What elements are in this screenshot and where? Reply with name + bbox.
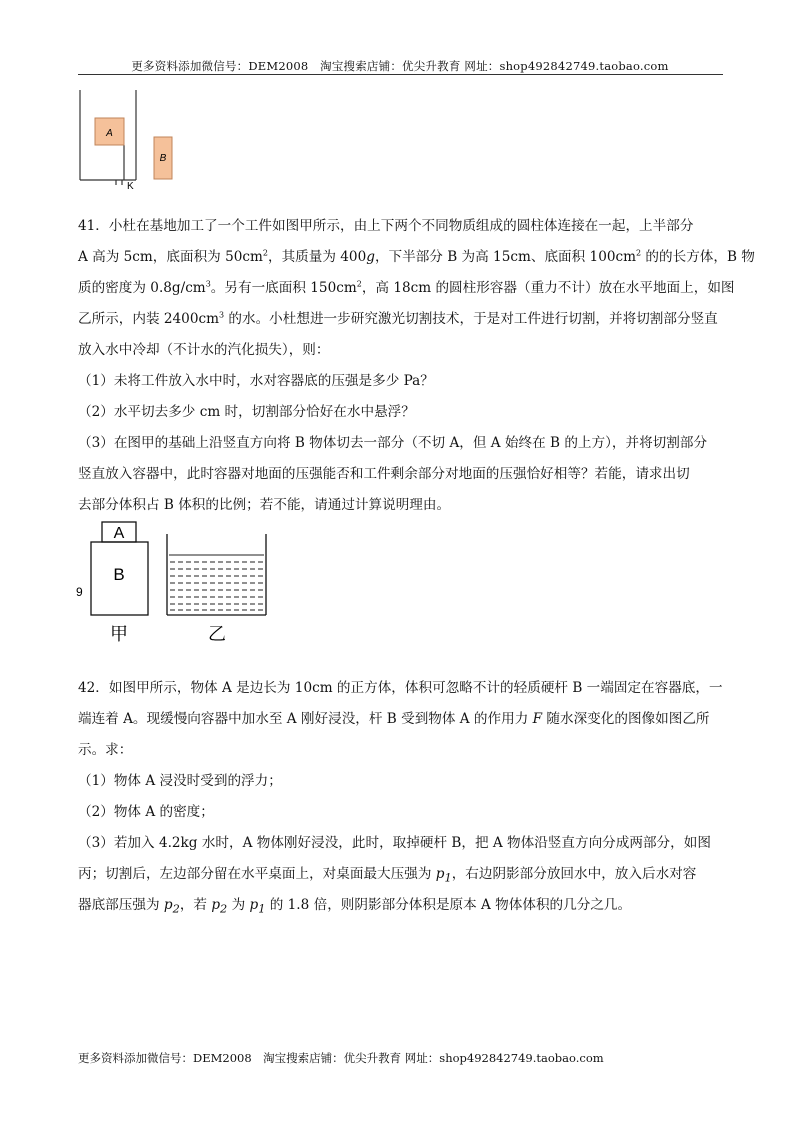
q41-figure xyxy=(72,518,302,648)
workpiece-part-b-label: B xyxy=(113,565,125,584)
q41-line-2: A 高为 5cm，底面积为 $50cm^2$，其质量为 400g，下半部分 B 为高 15cm、底面积 $100cm^2$ 的的长方体，B 物 xyxy=(78,248,755,265)
q42-line-3: 示。求： xyxy=(78,742,133,758)
block-a-label: A xyxy=(106,128,113,139)
q41-sub-3-line-1: （3）在图甲的基础上沿竖直方向将 B 物体切去一部分（不切 A，但 A 始终在 B 的上方），并将切割部分 xyxy=(78,435,708,451)
workpiece-part-a-label: A xyxy=(113,525,125,542)
q41-line-4: 乙所示，内装 $2400cm^3$ 的水。小杜想进一步研究激光切割技术，于是对工件进行切割，并将切割部分竖直 xyxy=(78,310,718,327)
q42-line-2: 端连着 A。现缓慢向容器中加水至 A 刚好浸没，杆 B 受到物体 A 的作用力 F 随水深变化的图像如图乙所 xyxy=(78,711,710,727)
q42-sub-2: （2）物体 A 的密度； xyxy=(78,804,214,820)
valve-k-label: K xyxy=(127,181,134,192)
q41-sub-3-line-2: 竖直放入容器中，此时容器对地面的压强能否和工件剩余部分对地面的压强恰好相等？若能，请求出切 xyxy=(78,466,690,482)
q41-sub-2: （2）水平切去多少 cm 时，切割部分恰好在水中悬浮？ xyxy=(78,404,415,420)
block-b-label: B xyxy=(159,153,167,164)
q42-line-1: 42．如图甲所示，物体 A 是边长为 10cm 的正方体，体积可忽略不计的轻质硬杆 B 一端固定在容器底，一 xyxy=(78,680,723,696)
page-header: 更多资料添加微信号：DEM2008 淘宝搜索店铺：优尖升教育 网址：shop492842749.taobao.com xyxy=(131,59,669,73)
q41-line-3: 质的密度为 $0.8g/cm^3$。另有一底面积 $150cm^2$，高 18cm 的圆柱形容器（重力不计）放在水平地面上，如图 xyxy=(78,279,735,296)
water-container xyxy=(167,534,266,615)
q42-sub-3-line-2: 丙；切割后，左边部分留在水平桌面上，对桌面最大压强为 $p_1$，右边阴影部分放回水中，放入后水对容 xyxy=(78,866,697,885)
q41-line-1: 41．小杜在基地加工了一个工件如图甲所示，由上下两个不同物质组成的圆柱体连接在一起，上半部分 xyxy=(78,218,694,234)
caption-jia: 甲 xyxy=(110,624,128,644)
q41-sub-1: （1）未将工件放入水中时，水对容器底的压强是多少 Pa？ xyxy=(78,373,434,389)
q42-sub-1: （1）物体 A 浸没时受到的浮力； xyxy=(78,773,282,789)
header-divider xyxy=(78,74,723,75)
water-lines xyxy=(169,555,264,610)
caption-yi: 乙 xyxy=(208,624,226,644)
q41-sub-3-line-3: 去部分体积占 B 体积的比例；若不能，请通过计算说明理由。 xyxy=(78,497,451,513)
q42-sub-3-line-1: （3）若加入 4.2kg 水时，A 物体刚好浸没，此时，取掉硬杆 B，把 A 物体沿竖直方向分成两部分，如图 xyxy=(78,835,711,851)
container-figure-top xyxy=(70,85,190,195)
page-footer: 更多资料添加微信号：DEM2008 淘宝搜索店铺：优尖升教育 网址：shop492842749.taobao.com xyxy=(78,1051,604,1065)
side-mark: 9 xyxy=(76,585,83,599)
q41-line-5: 放入水中冷却（不计水的汽化损失），则： xyxy=(78,342,330,358)
q42-sub-3-line-3: 器底部压强为 $p_2$，若 $p_2$ 为 $p_1$ 的 1.8 倍，则阴影部分体积是原本 A 物体体积的几分之几。 xyxy=(78,897,632,916)
